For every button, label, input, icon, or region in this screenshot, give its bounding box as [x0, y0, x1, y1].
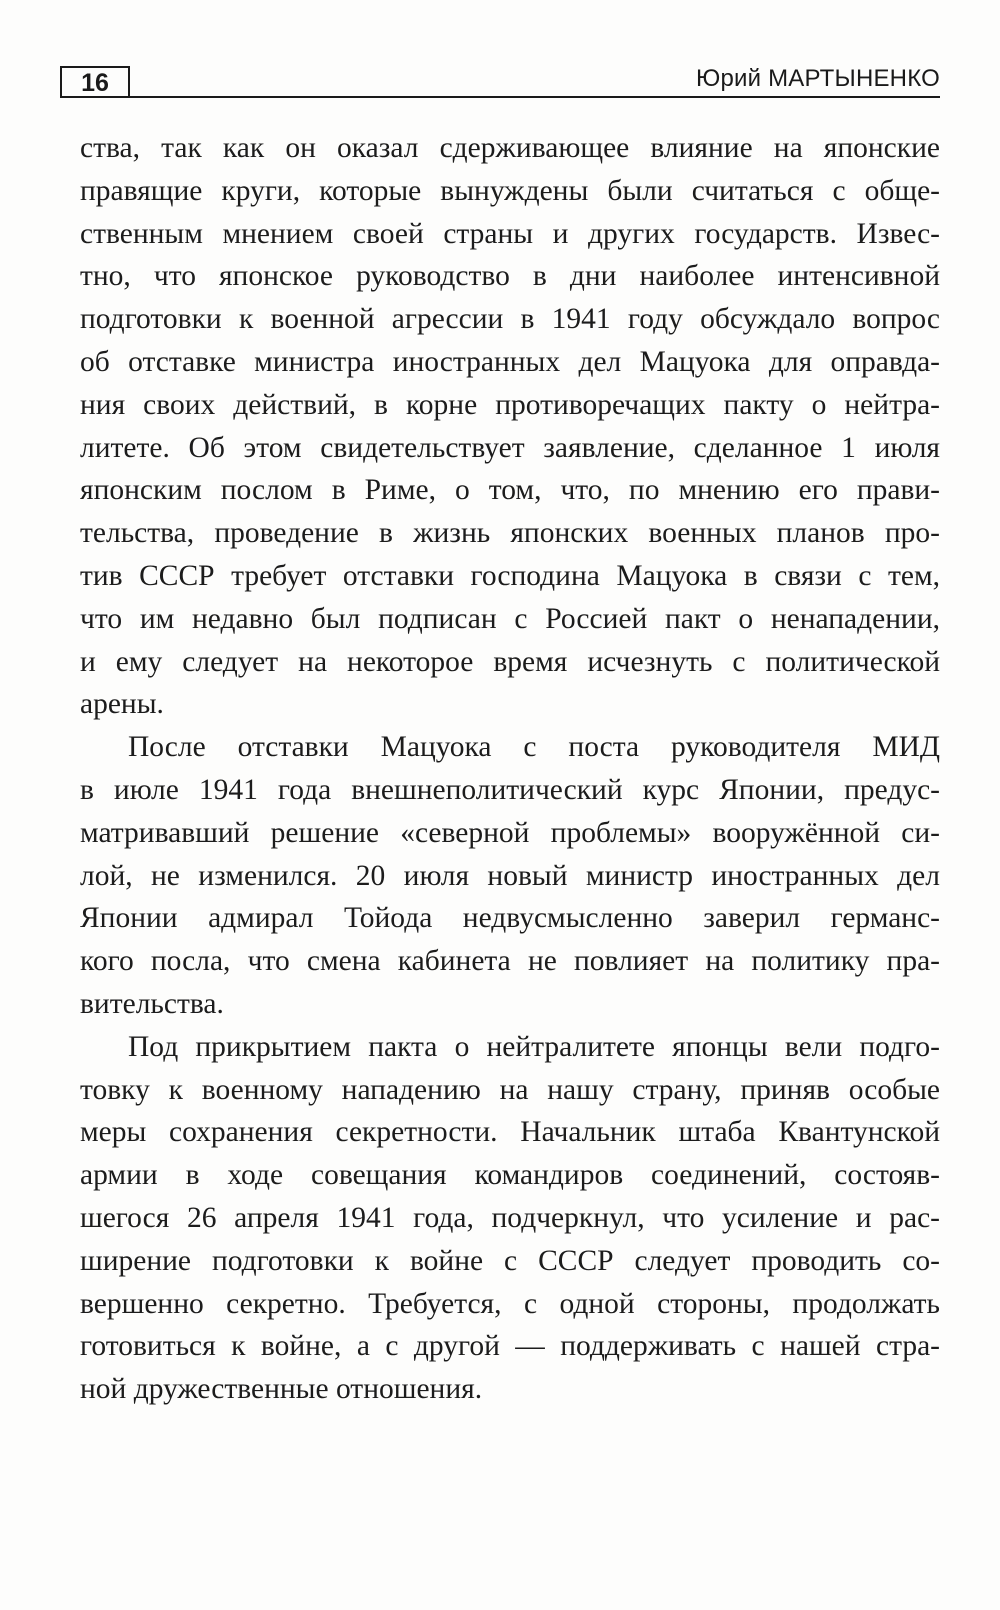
text-line: ния своих действий, в корне противоречащих пакту о нейтра-: [80, 388, 940, 421]
text-line: и ему следует на некоторое время исчезнуть с политической: [80, 645, 940, 678]
text-line: После отставки Мацуока с поста руководителя МИД: [128, 731, 940, 764]
page-number: 16: [60, 66, 130, 96]
paragraph-2: [80, 726, 940, 1026]
paragraph-3: [80, 1026, 940, 1411]
text-line: Под прикрытием пакта о нейтралитете японцы вели подго-: [128, 1030, 940, 1063]
body-text: [80, 127, 940, 1411]
page-header: [60, 64, 940, 100]
text-line: тельства, проведение в жизнь японских военных планов про-: [80, 517, 940, 550]
text-line: Японии адмирал Тойода недвусмысленно заверил германс-: [80, 902, 940, 935]
text-line: литете. Об этом свидетельствует заявление, сделанное 1 июля: [80, 431, 940, 464]
text-line: об отставке министра иностранных дел Мацуока для оправда-: [80, 345, 940, 378]
text-line: правящие круги, которые вынуждены были считаться с обще-: [80, 174, 940, 207]
text-line: товку к военному нападению на нашу страну, приняв особые: [80, 1073, 940, 1106]
text-line: арены.: [80, 688, 164, 721]
text-line: ной дружественные отношения.: [80, 1373, 483, 1406]
running-head-author: Юрий МАРТЫНЕНКО: [696, 65, 940, 92]
text-line: ства, так как он оказал сдерживающее влияние на японские: [80, 132, 940, 164]
text-line: армии в ходе совещания командиров соединений, состояв-: [80, 1159, 940, 1192]
text-line: матривавший решение «северной проблемы» вооружённой си-: [80, 816, 940, 849]
text-line: меры сохранения секретности. Начальник штаба Квантунской: [80, 1116, 940, 1149]
paragraph-1: [80, 127, 940, 726]
text-line: тно, что японское руководство в дни наиболее интенсивной: [80, 260, 940, 293]
text-line: ширение подготовки к войне с СССР следует проводить со-: [80, 1244, 940, 1277]
text-line: подготовки к военной агрессии в 1941 году обсуждало вопрос: [80, 303, 940, 336]
text-line: шегося 26 апреля 1941 года, подчеркнул, что усиление и рас-: [80, 1201, 940, 1234]
header-rule: [60, 96, 940, 98]
text-line: тив СССР требует отставки господина Мацуока в связи с тем,: [80, 559, 940, 592]
text-line: готовиться к войне, а с другой — поддерживать с нашей стра-: [80, 1330, 940, 1363]
text-line: японским послом в Риме, о том, что, по мнению его прави-: [80, 474, 940, 507]
text-line: в июле 1941 года внешнеполитический курс Японии, предус-: [80, 773, 940, 806]
text-line: ственным мнением своей страны и других государств. Извес-: [80, 217, 940, 250]
text-line: вершенно секретно. Требуется, с одной стороны, продолжать: [80, 1287, 940, 1320]
text-line: лой, не изменился. 20 июля новый министр иностранных дел: [80, 859, 940, 892]
text-line: что им недавно был подписан с Россией пакт о ненападении,: [80, 602, 940, 635]
text-line: кого посла, что смена кабинета не повлияет на политику пра-: [80, 945, 940, 978]
text-line: вительства.: [80, 987, 224, 1020]
